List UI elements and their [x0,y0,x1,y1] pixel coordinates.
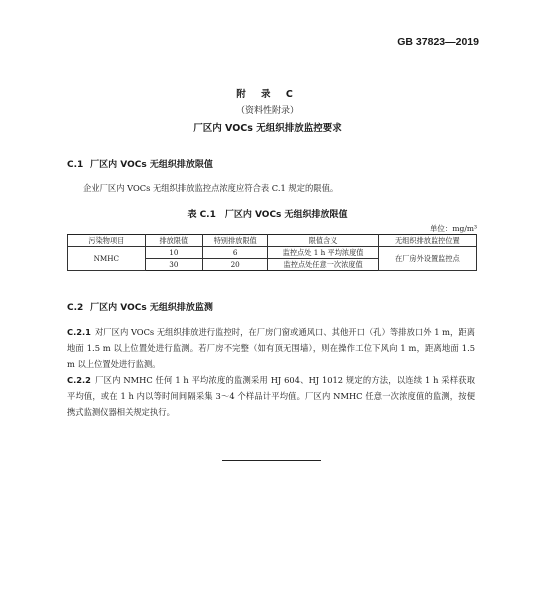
cell-limit: 30 [145,259,202,271]
clause-c22 [67,372,475,420]
appendix-label: 附 录 C [236,89,299,100]
cell-meaning: 监控点处任意一次浓度值 [268,259,378,271]
section-c2-number: C.2 [67,303,84,313]
appendix-title: 厂区内 VOCs 无组织排放监控要求 [193,123,342,134]
header-limit: 排放限值 [145,235,202,247]
header-special-limit: 特别排放限值 [202,235,267,247]
standard-number: GB 37823—2019 [397,36,479,48]
cell-special-limit: 6 [202,247,267,259]
table-caption: 表 C.1 厂区内 VOCs 无组织排放限值 [187,210,348,220]
cell-location: 在厂房外设置监控点 [378,247,476,271]
header-pollutant: 污染物项目 [68,235,146,247]
cell-limit: 10 [145,247,202,259]
section-c1-number: C.1 [67,160,84,170]
limits-table [67,234,477,271]
cell-pollutant: NMHC [68,247,146,271]
cell-special-limit: 20 [202,259,267,271]
clause-c22-text: 厂区内 NMHC 任何 1 h 平均浓度的监测采用 HJ 604、HJ 1012 规定的方法，以连续 1 h 采样获取平均值，或在 1 h 内以等时间间隔采集 3～4 个样品计平均值。厂区内 NMHC 任意一次浓度值的监测，按便携式监测仪器相关规定执行。 [67,375,475,417]
appendix-type: （资料性附录） [235,106,299,116]
section-c1-text: 企业厂区内 VOCs 无组织排放监控点浓度应符合表 C.1 规定的限值。 [83,183,339,193]
clause-c21-text: 对厂区内 VOCs 无组织排放进行监控时，在厂房门窗或通风口、其他开口（孔）等排放口外 1 m，距离地面 1.5 m 以上位置处进行监测。若厂房不完整（如有顶无围墙），则在操作工位下风向 1 m，距离地面 1.5 m 以上位置处进行监测。 [67,327,475,369]
clause-c22-number: C.2.2 [67,375,91,385]
table-row [68,247,477,259]
section-c2-heading [67,300,213,313]
section-c1-heading [67,157,213,170]
header-meaning: 限值含义 [268,235,378,247]
clause-c21 [67,324,475,372]
table-header-row [68,235,477,247]
end-rule [222,460,321,461]
section-c2-title: 厂区内 VOCs 无组织排放监测 [90,303,213,313]
cell-meaning: 监控点处 1 h 平均浓度值 [268,247,378,259]
header-location: 无组织排放监控位置 [378,235,476,247]
section-c1-title: 厂区内 VOCs 无组织排放限值 [90,160,213,170]
clause-c21-number: C.2.1 [67,327,91,337]
table-unit: 单位：mg/m³ [429,224,477,233]
